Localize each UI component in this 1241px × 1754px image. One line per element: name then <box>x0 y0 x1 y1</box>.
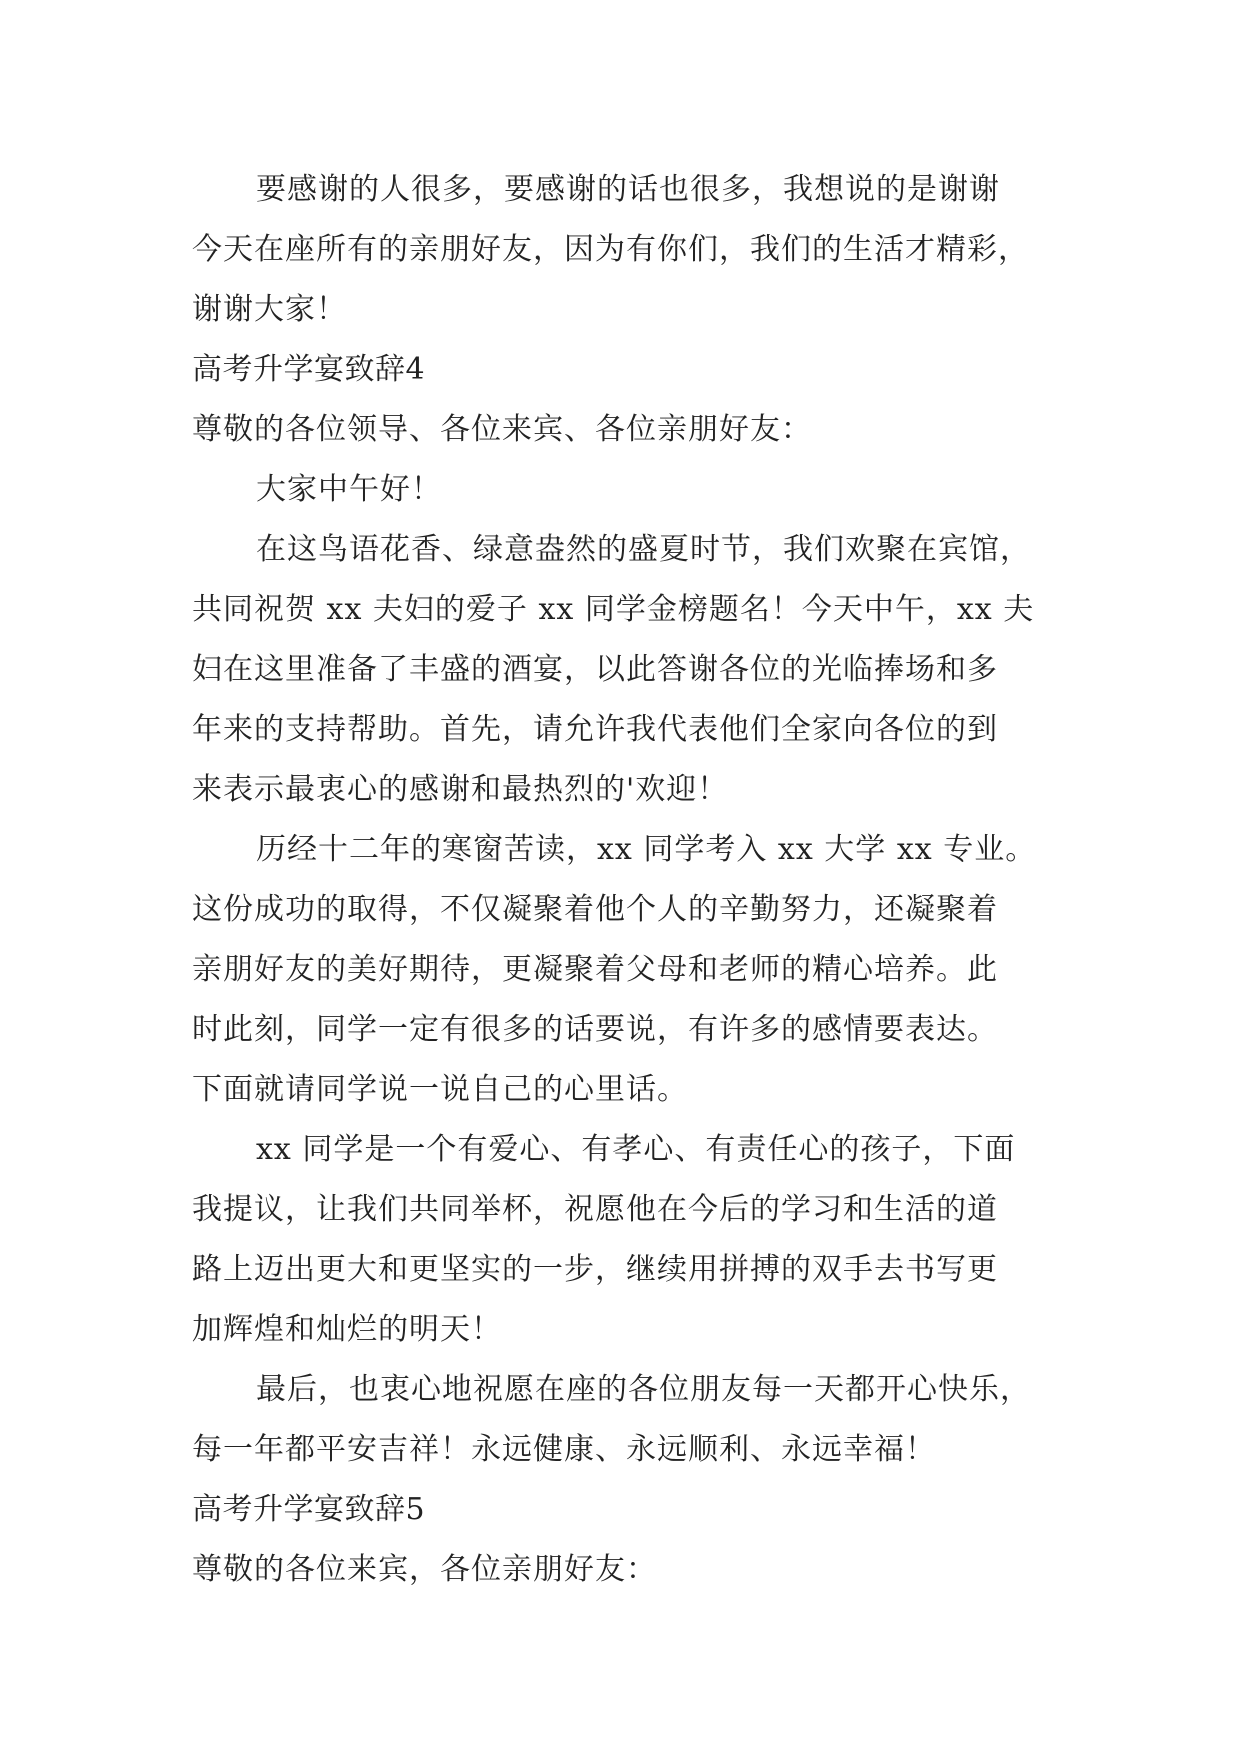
document-page <box>192 160 1052 1600</box>
paragraph-line: 最后，也衷心地祝愿在座的各位朋友每一天都开心快乐， <box>256 1372 1031 1407</box>
paragraph-line: 年来的支持帮助。首先，请允许我代表他们全家向各位的到 <box>192 712 998 747</box>
paragraph-line: 今天在座所有的亲朋好友，因为有你们，我们的生活才精彩， <box>192 232 1029 267</box>
paragraph-line: 时此刻，同学一定有很多的话要说，有许多的感情要表达。 <box>192 1012 998 1047</box>
section-heading: 高考升学宴致辞5 <box>192 1492 426 1527</box>
paragraph-line: 共同祝贺 xx 夫妇的爱子 xx 同学金榜题名！今天中午，xx 夫 <box>192 592 1035 627</box>
paragraph-line: 亲朋好友的美好期待，更凝聚着父母和老师的精心培养。此 <box>192 952 998 987</box>
section-heading: 高考升学宴致辞4 <box>192 352 426 387</box>
paragraph-line: 谢谢大家！ <box>192 292 347 327</box>
paragraph-line: 历经十二年的寒窗苦读，xx 同学考入 xx 大学 xx 专业。 <box>256 832 1037 867</box>
paragraph-line: 妇在这里准备了丰盛的酒宴，以此答谢各位的光临捧场和多 <box>192 652 998 687</box>
paragraph-line: xx 同学是一个有爱心、有孝心、有责任心的孩子，下面 <box>256 1132 1016 1167</box>
paragraph-line: 我提议，让我们共同举杯，祝愿他在今后的学习和生活的道 <box>192 1192 998 1227</box>
paragraph-line: 加辉煌和灿烂的明天！ <box>192 1312 502 1347</box>
salutation-line: 尊敬的各位领导、各位来宾、各位亲朋好友： <box>192 412 812 447</box>
paragraph-line: 这份成功的取得，不仅凝聚着他个人的辛勤努力，还凝聚着 <box>192 892 998 927</box>
paragraph-line: 下面就请同学说一说自己的心里话。 <box>192 1072 688 1107</box>
paragraph-line: 大家中午好！ <box>256 472 442 507</box>
salutation-line: 尊敬的各位来宾，各位亲朋好友： <box>192 1552 657 1587</box>
paragraph-line: 来表示最衷心的感谢和最热烈的'欢迎！ <box>192 772 729 807</box>
paragraph-line: 在这鸟语花香、绿意盎然的盛夏时节，我们欢聚在宾馆， <box>256 532 1031 567</box>
paragraph-line: 每一年都平安吉祥！永远健康、永远顺利、永远幸福！ <box>192 1432 936 1467</box>
paragraph-line: 路上迈出更大和更坚实的一步，继续用拼搏的双手去书写更 <box>192 1252 998 1287</box>
paragraph-line: 要感谢的人很多，要感谢的话也很多，我想说的是谢谢 <box>256 172 1000 207</box>
